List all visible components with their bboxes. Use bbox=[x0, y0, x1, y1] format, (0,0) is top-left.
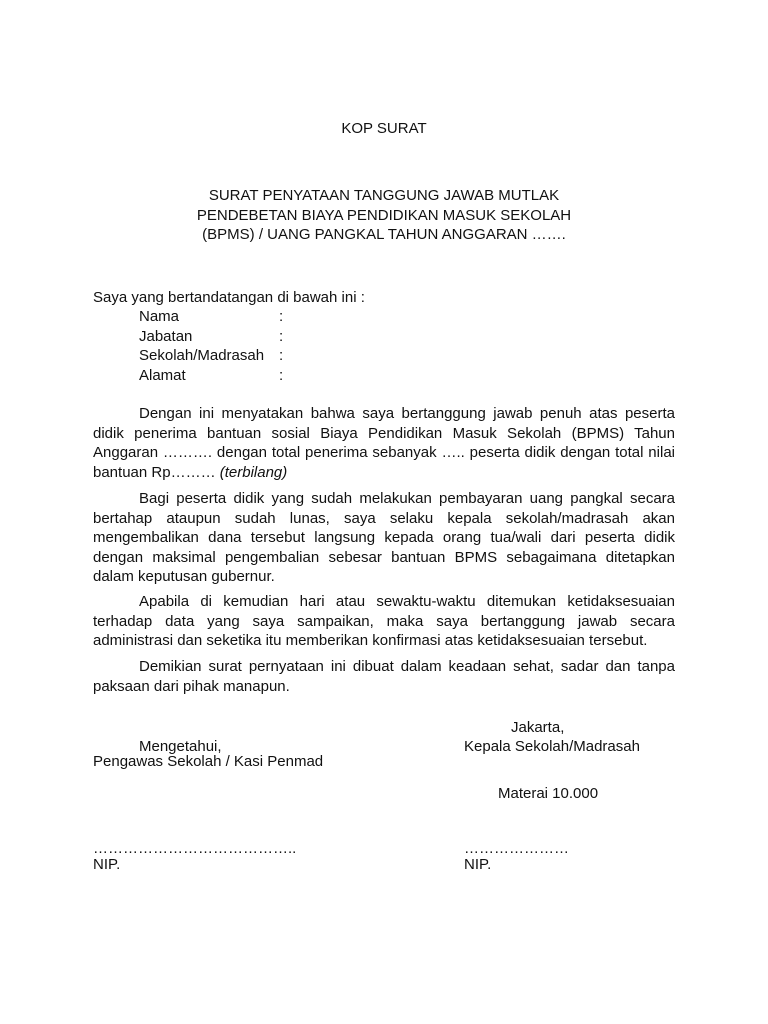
paragraph-1-italic: (terbilang) bbox=[219, 463, 288, 481]
paragraph-1-text: Dengan ini menyatakan bahwa saya bertanggung jawab penuh atas peserta didik penerima bantuan sosial Biaya Pendidikan Masuk Sekolah (BPMS) Tahun Anggaran ………. dengan total penerima sebanyak ….. peserta didik dengan total nilai bantuan Rp……… bbox=[93, 405, 675, 481]
paragraph-2-text: Bagi peserta didik yang sudah melakukan pembayaran uang pangkal secara bertahap ataupun sudah lunas, saya selaku kepala sekolah/madrasah akan mengembalikan dana tersebut langsung kepada orang tua/wali dari peserta didik dengan maksimal pengembalian sebesar bantuan BPMS sebagaimana ditetapkan dalam keputusan gubernur. bbox=[93, 490, 675, 586]
left-nip: NIP. bbox=[93, 856, 121, 873]
right-signature-line: ………………… bbox=[464, 840, 569, 857]
title-line-1: SURAT PENYATAAN TANGGUNG JAWAB MUTLAK bbox=[208, 187, 560, 204]
place-date: Jakarta, bbox=[511, 719, 565, 736]
paragraph-1 bbox=[93, 404, 675, 482]
field-alamat-colon: : bbox=[279, 366, 284, 384]
title-line-3: (BPMS) / UANG PANGKAL TAHUN ANGGARAN ……. bbox=[202, 226, 566, 243]
paragraph-4-text: Demikian surat pernyataan ini dibuat dalam keadaan sehat, sadar dan tanpa paksaan dari pihak manapun. bbox=[93, 658, 675, 695]
supervisor-role: Pengawas Sekolah / Kasi Penmad bbox=[93, 753, 324, 770]
title-line-2: PENDEBETAN BIAYA PENDIDIKAN MASUK SEKOLAH bbox=[196, 206, 572, 224]
field-nama-label: Nama bbox=[139, 308, 180, 325]
field-sekolah-colon: : bbox=[279, 347, 284, 364]
field-alamat-label: Alamat bbox=[139, 366, 186, 384]
left-signature-line: ………………………………….. bbox=[93, 840, 297, 857]
paragraph-4 bbox=[93, 657, 675, 696]
stamp-duty-label: Materai 10.000 bbox=[498, 785, 599, 802]
field-nama-colon: : bbox=[279, 308, 284, 325]
paragraph-2 bbox=[93, 489, 675, 587]
right-nip: NIP. bbox=[464, 856, 492, 873]
principal-role: Kepala Sekolah/Madrasah bbox=[464, 738, 640, 755]
field-jabatan-colon: : bbox=[279, 327, 284, 345]
letterhead: KOP SURAT bbox=[341, 120, 427, 137]
acknowledged-label: Mengetahui, bbox=[139, 738, 222, 755]
paragraph-3-text: Apabila di kemudian hari atau sewaktu-waktu ditemukan ketidaksesuaian terhadap data yang saya sampaikan, maka saya bertanggung jawab secara administrasi dan seketika itu memberikan konfirmasi atas ketidaksesuaian tersebut. bbox=[93, 593, 675, 650]
field-sekolah-label: Sekolah/Madrasah bbox=[139, 347, 265, 364]
paragraph-3 bbox=[93, 592, 675, 651]
intro-text: Saya yang bertandatangan di bawah ini : bbox=[93, 289, 365, 306]
field-jabatan-label: Jabatan bbox=[139, 327, 193, 345]
